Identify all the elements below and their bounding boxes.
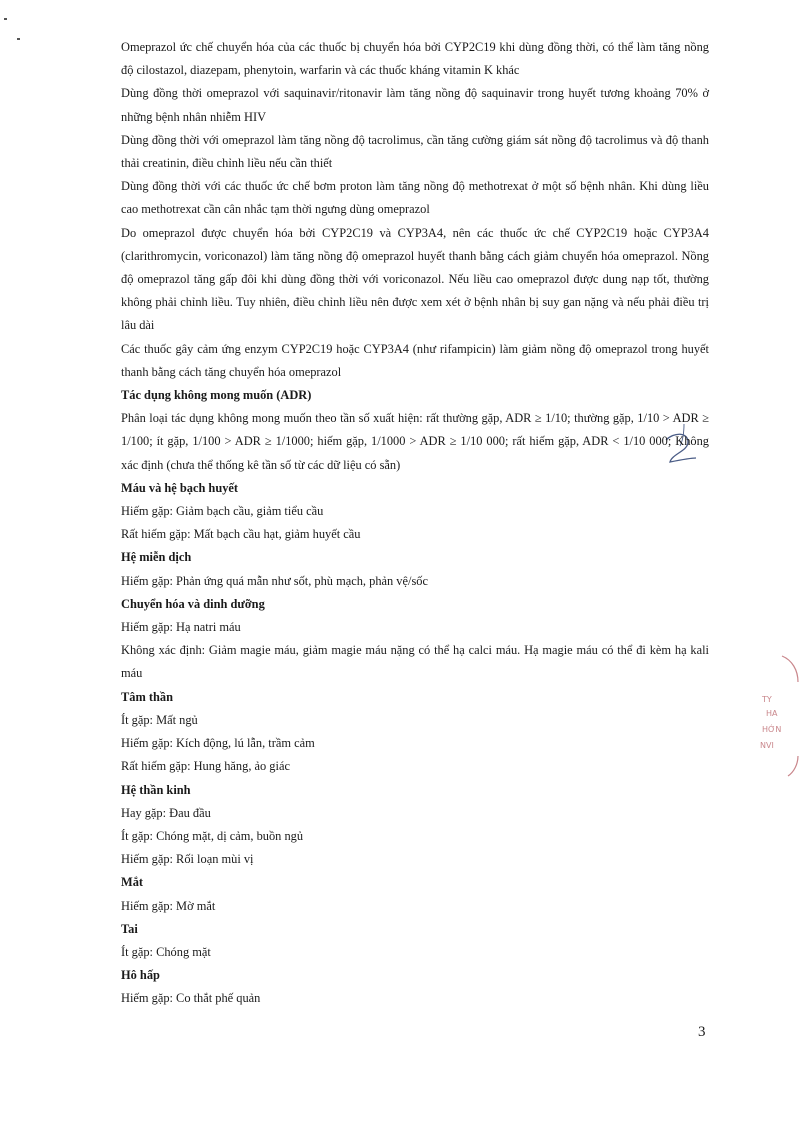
interaction-paragraph: Dùng đồng thời với omeprazol làm tăng nồng độ tacrolimus, cần tăng cường giám sát nồng độ tacrolimus và độ thanh thải creatinin, điều chỉnh liều nếu cần thiết xyxy=(121,132,709,171)
adr-item: Không xác định: Giảm magie máu, giảm magie máu nặng có thể hạ calci máu. Hạ magie máu có thể đi kèm hạ kali máu xyxy=(121,643,709,681)
adverse-reactions-section xyxy=(121,384,709,1010)
partial-stamp-mark xyxy=(738,650,799,800)
svg-text:TY: TY xyxy=(762,695,772,704)
page-number: 3 xyxy=(698,1024,706,1040)
section-heading-psychiatric: Tâm thần xyxy=(121,689,173,704)
adr-item: Ít gặp: Chóng mặt xyxy=(121,944,211,959)
section-heading-immune: Hệ miễn dịch xyxy=(121,550,192,565)
adr-item: Ít gặp: Chóng mặt, dị cảm, buồn ngủ xyxy=(121,828,304,843)
section-heading-ear: Tai xyxy=(121,921,138,936)
adr-item: Hiếm gặp: Kích động, lú lẫn, trầm cảm xyxy=(121,736,315,751)
svg-text:HA: HA xyxy=(766,709,778,718)
adr-item: Rất hiếm gặp: Hung hăng, ảo giác xyxy=(121,759,290,774)
interaction-paragraph: Dùng đồng thời với các thuốc ức chế bơm proton làm tăng nồng độ methotrexat ở một số bệnh nhân. Khi dùng liều cao methotrexat cần cân nhắc tạm thời ngưng dùng omeprazol xyxy=(121,179,709,217)
adr-heading: Tác dụng không mong muốn (ADR) xyxy=(121,388,312,403)
section-heading-eye: Mắt xyxy=(121,875,144,890)
interaction-paragraph: Omeprazol ức chế chuyển hóa của các thuốc bị chuyển hóa bởi CYP2C19 khi dùng đồng thời, có thể làm tăng nồng độ cilostazol, diazepam, phenytoin, warfarin và các thuốc kháng vitamin K khác xyxy=(121,40,709,78)
section-heading-blood: Máu và hệ bạch huyết xyxy=(121,480,239,495)
scan-dot-mark xyxy=(2,16,22,46)
interaction-paragraph: Các thuốc gây cảm ứng enzym CYP2C19 hoặc CYP3A4 (như rifampicin) làm giảm nồng độ omeprazol trong huyết thanh bằng cách tăng chuyển hóa omeprazol xyxy=(121,341,709,379)
document-body xyxy=(121,36,709,1011)
interaction-paragraph: Do omeprazol được chuyển hóa bởi CYP2C19 và CYP3A4, nên các thuốc ức chế CYP2C19 hoặc CYP3A4 (clarithromycin, voriconazol) làm tăng nồng độ omeprazol huyết thanh bằng cách giảm chuyển hóa omeprazol. Nồng độ omeprazol tăng gấp đôi khi dùng đồng thời với voriconazol. Nếu liều cao omeprazol được dung nạp tốt, thường không phải chỉnh liều. Tuy nhiên, điều chỉnh liều nên được xem xét ở bệnh nhân bị suy gan nặng và nếu phải điều trị lâu dài xyxy=(121,225,709,333)
adr-item: Hiếm gặp: Hạ natri máu xyxy=(121,620,241,635)
interaction-paragraph: Dùng đồng thời omeprazol với saquinavir/ritonavir làm tăng nồng độ saquinavir trong huyết tương khoảng 70% ở những bệnh nhân nhiễm HIV xyxy=(121,86,709,124)
adr-item: Hiếm gặp: Rối loạn mùi vị xyxy=(121,852,254,867)
section-heading-nervous: Hệ thần kinh xyxy=(121,782,191,797)
adr-frequency-intro: Phân loại tác dụng không mong muốn theo tần số xuất hiện: rất thường gặp, ADR ≥ 1/10; thường gặp, 1/10 > ADR ≥ 1/100; ít gặp, 1/100 > ADR ≥ 1/1000; hiếm gặp, 1/1000 > ADR ≥ 1/10 000; rất hiếm gặp, ADR < 1/10 000; Không xác định (chưa thể thống kê tần số từ các dữ liệu có sẵn) xyxy=(121,411,709,472)
section-heading-respiratory: Hô hấp xyxy=(121,968,160,983)
adr-item: Hiếm gặp: Mờ mắt xyxy=(121,898,216,913)
adr-item: Hiếm gặp: Phản ứng quá mẫn như sốt, phù mạch, phản vệ/sốc xyxy=(121,573,428,588)
svg-text:NVI: NVI xyxy=(760,741,774,750)
section-heading-metabolism: Chuyển hóa và dinh dưỡng xyxy=(121,596,265,611)
adr-item: Hiếm gặp: Co thắt phế quản xyxy=(121,991,261,1006)
adr-item: Hiếm gặp: Giảm bạch cầu, giảm tiểu cầu xyxy=(121,504,324,519)
adr-item: Rất hiếm gặp: Mất bạch cầu hạt, giảm huyết cầu xyxy=(121,527,361,542)
adr-item: Ít gặp: Mất ngủ xyxy=(121,712,198,727)
svg-text:HỚN: HỚN xyxy=(762,725,782,734)
adr-item: Hay gặp: Đau đầu xyxy=(121,805,211,820)
drug-interactions-section xyxy=(121,36,709,384)
